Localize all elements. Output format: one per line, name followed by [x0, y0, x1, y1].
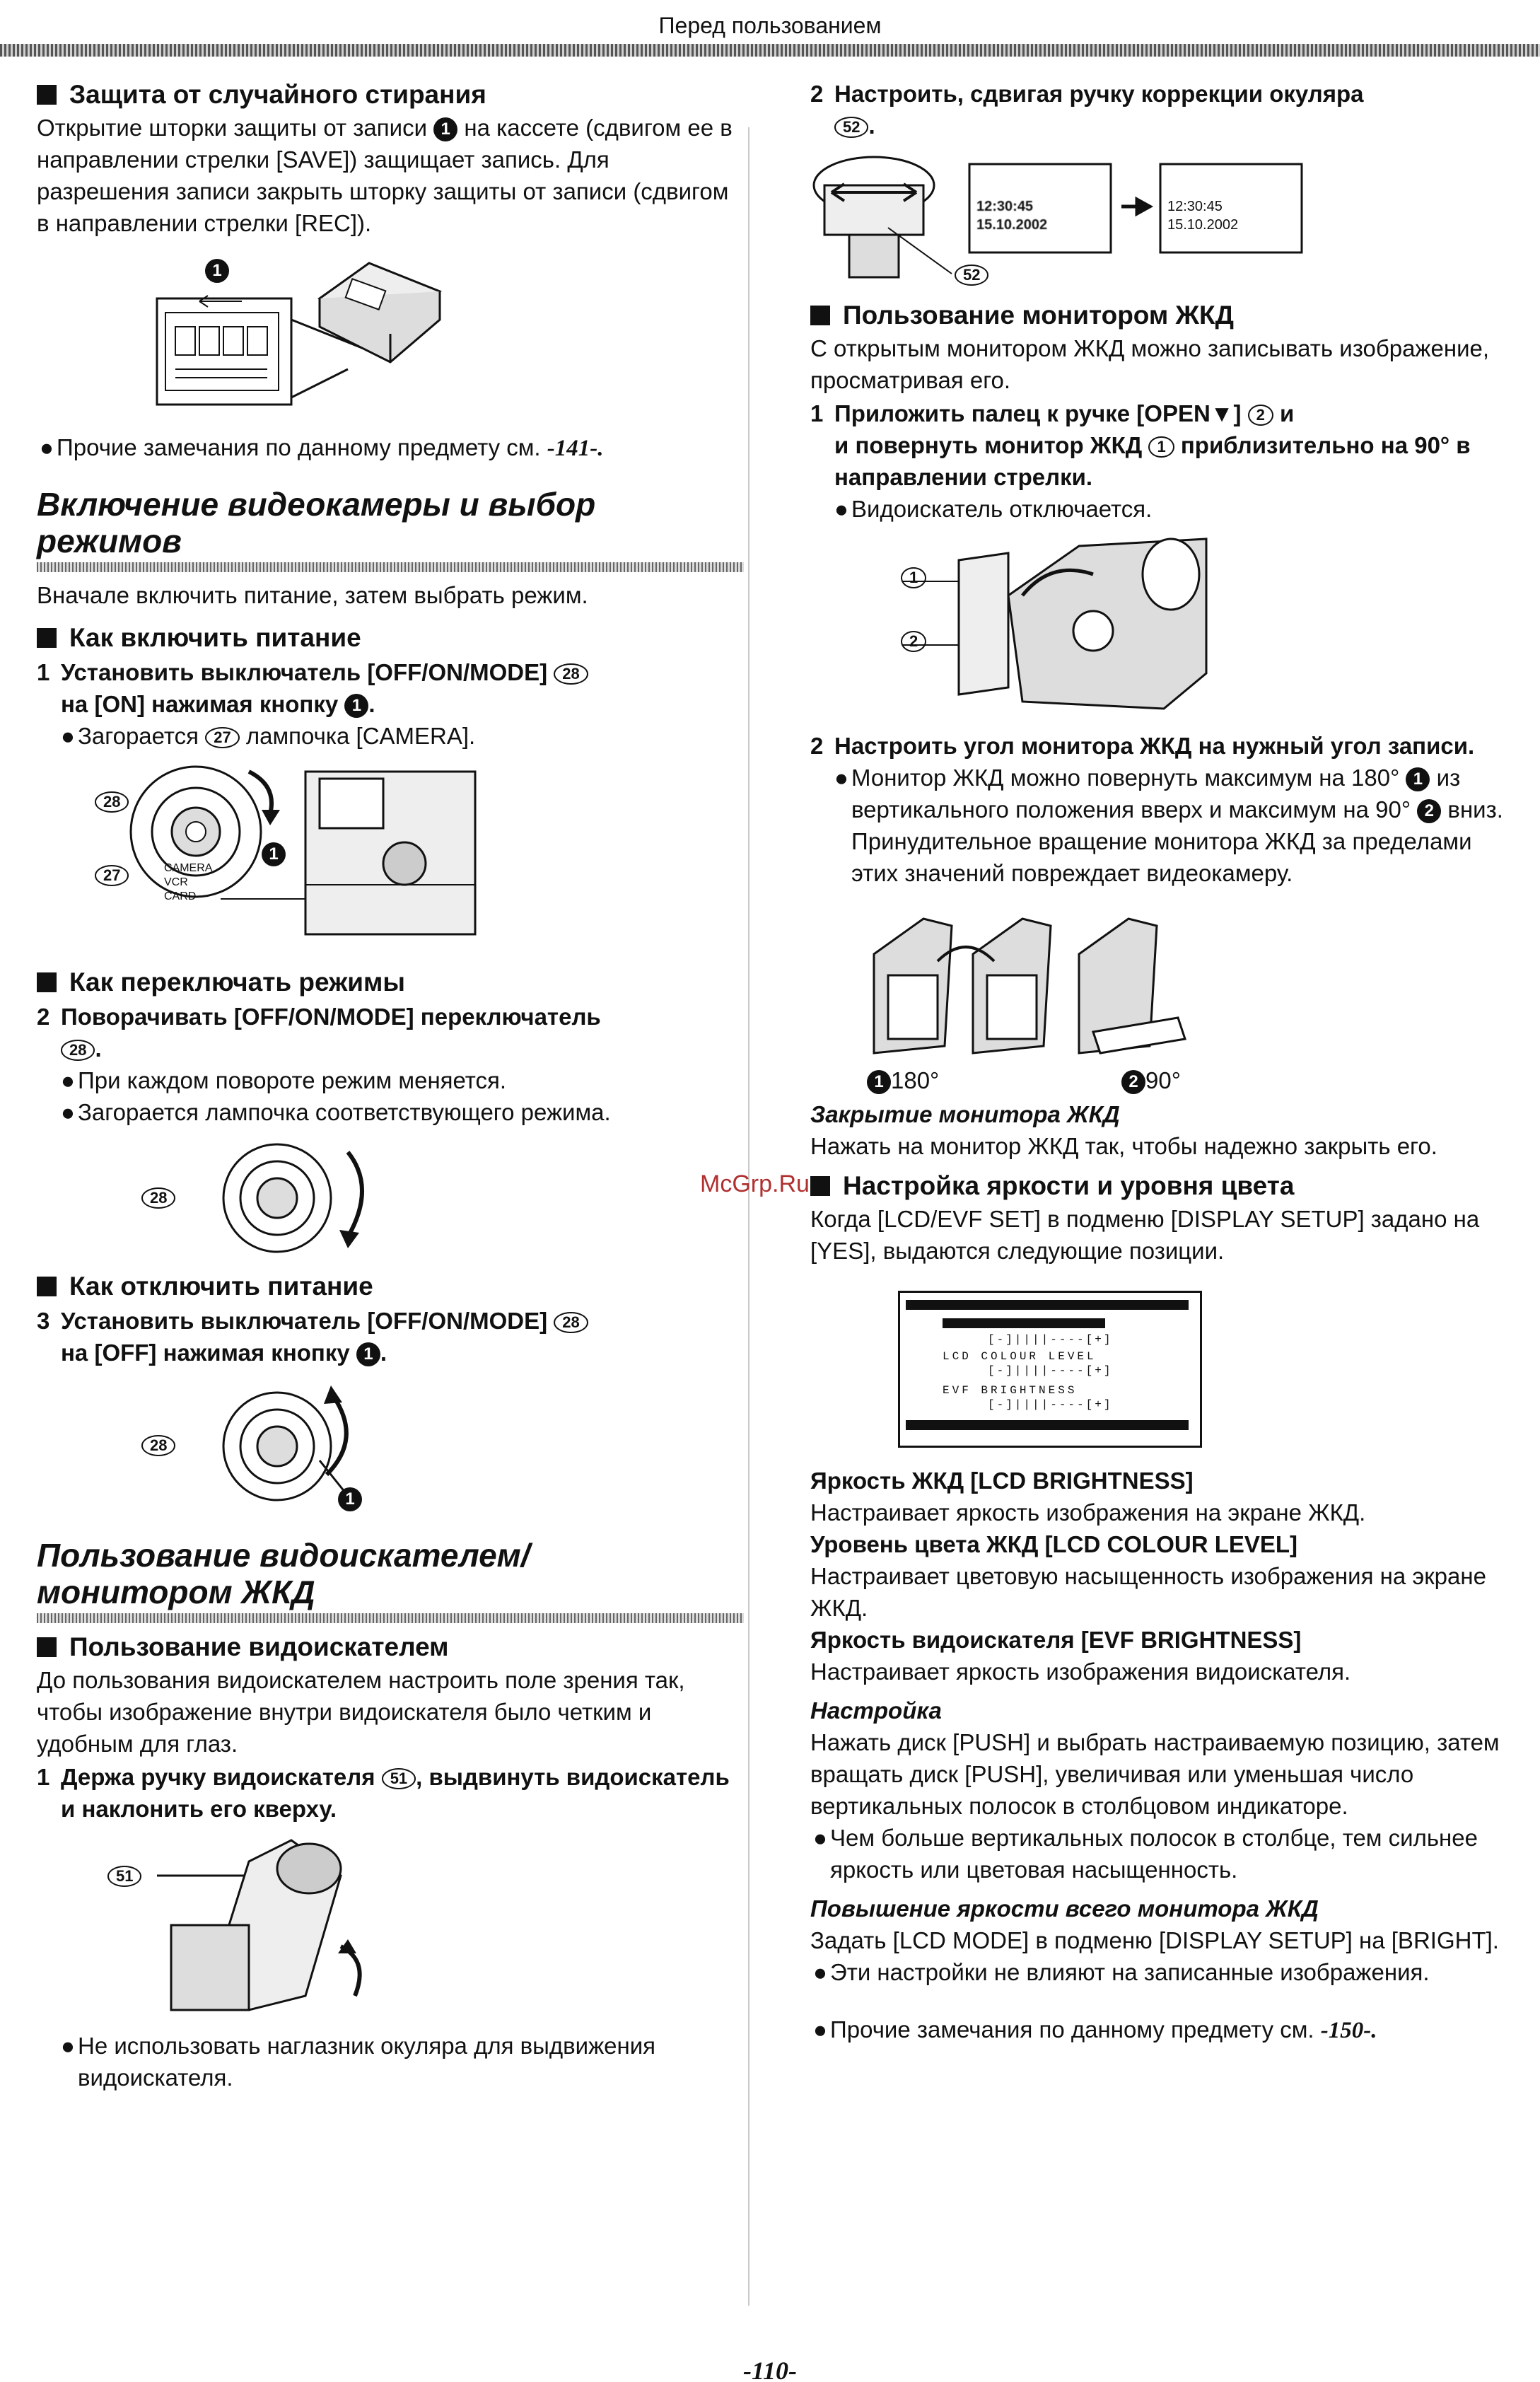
- right-column: [810, 76, 1503, 2047]
- section-heading-lcd: Пользование монитором ЖКД: [810, 298, 1503, 332]
- lcd-brightness-heading: Яркость ЖКД [LCD BRIGHTNESS]: [810, 1468, 1194, 1494]
- eyepiece-figure: [810, 150, 1503, 291]
- lcd-brightness-text: Настраивает яркость изображения на экране ЖКД.: [810, 1499, 1366, 1526]
- section-heading-power-on: Как включить питание: [37, 621, 744, 655]
- eyepiece-time-blurry: 12:30:45: [976, 199, 1034, 214]
- menu-bar-1: [906, 1300, 1189, 1310]
- callout-1-icon: 1: [867, 1070, 891, 1094]
- square-bullet-icon: [37, 628, 57, 648]
- angle-180-label: 1 180°: [867, 1064, 939, 1096]
- setup-heading: Настройка: [810, 1697, 942, 1724]
- lcd-close-heading: Закрытие монитора ЖКД: [810, 1101, 1120, 1127]
- step-1-power-on: 1 Установить выключатель [OFF/ON/MODE] 28 на [ON] нажимая кнопку 1 .: [37, 656, 744, 720]
- section-heading-viewfinder: Пользование видоискателем: [37, 1630, 744, 1664]
- lcd-angle-illustration: [810, 897, 1503, 1060]
- ref-2-icon: 2: [901, 631, 926, 652]
- step-2-eyepiece: 2 Настроить, сдвигая ручку коррекции окуляра 52 .: [810, 81, 1364, 139]
- square-bullet-icon: [810, 306, 830, 325]
- callout-1-icon: 1: [433, 117, 457, 141]
- eyepiece-illustration: [810, 150, 1503, 291]
- eyepiece-date-blurry: 15.10.2002: [976, 217, 1048, 233]
- ref-28-icon: 28: [61, 1040, 95, 1061]
- power-intro: Вначале включить питание, затем выбрать режим.: [37, 582, 588, 608]
- ref-28-icon: 28: [141, 1435, 175, 1456]
- lcd-angle-bullet: ● Монитор ЖКД можно повернуть максимум на 180° 1 из вертикального положения вверх и максимум на 90° 2 вниз. Принудительное вращение монитора ЖКД за пределами этих значений повреждает видеокамеру.: [834, 765, 1503, 886]
- step-2-lcd-angle: 2 Настроить угол монитора ЖКД на нужный угол записи.: [810, 733, 1475, 759]
- page-number: -110-: [743, 2357, 797, 2382]
- mode-dial-figure: [37, 1138, 744, 1258]
- lcd-intro: С открытым монитором ЖКД можно записывать изображение, просматривая его.: [810, 335, 1490, 393]
- section-heading-power-off: Как отключить питание: [37, 1270, 744, 1303]
- evf-brightness-text: Настраивает яркость изображения видоискателя.: [810, 1658, 1351, 1685]
- angle-90-label: 2 90°: [1121, 1064, 1181, 1096]
- step-3-power-off: 3 Установить выключатель [OFF/ON/MODE] 28 на [OFF] нажимая кнопку 1 .: [37, 1305, 744, 1369]
- power-section-title: Включение видеокамеры и выбор режимов: [37, 486, 596, 559]
- viewfinder-illustration: [37, 1833, 744, 2024]
- vcr-lamp-label: VCR: [164, 876, 188, 888]
- erase-text: Открытие шторки защиты от записи 1 на кассете (сдвигом ее в направлении стрелки [SAVE]) защищает запись. Для разрешения записи закрыть шторку защиты от записи (сдвигом в направлении стрелки [REC]).: [37, 115, 733, 236]
- menu-bar-2: [943, 1318, 1105, 1328]
- section-heading-erase: Защита от случайного стирания: [37, 78, 744, 112]
- callout-2-icon: 2: [1121, 1070, 1145, 1094]
- callout-1-icon: 1: [338, 1487, 362, 1511]
- ref-28-icon: 28: [141, 1187, 175, 1209]
- callout-1-icon: 1: [205, 259, 229, 283]
- callout-1-icon: 1: [356, 1342, 380, 1366]
- hatch-rule: [37, 1613, 744, 1623]
- lcd-colour-text: Настраивает цветовую насыщенность изображения на экране ЖКД.: [810, 1563, 1486, 1621]
- column-divider: [748, 127, 749, 2306]
- menu-bar-3: [906, 1420, 1189, 1430]
- callout-2-icon: 2: [1417, 799, 1441, 823]
- power-switch-illustration: [37, 757, 744, 948]
- ref-27-icon: 27: [95, 865, 129, 886]
- power-off-figure: [37, 1376, 744, 1517]
- eyepiece-time-sharp: 12:30:45: [1167, 199, 1223, 214]
- evf-brightness-heading: Яркость видоискателя [EVF BRIGHTNESS]: [810, 1627, 1302, 1653]
- setup-text: Нажать диск [PUSH] и выбрать настраиваемую позицию, затем вращать диск [PUSH], увеличивая или уменьшая число вертикальных полосок в столбцовом индикаторе.: [810, 1729, 1500, 1819]
- power-switch-figure: [37, 757, 744, 948]
- menu-level-bar: [-]||||----[+]: [988, 1398, 1113, 1411]
- callout-1-icon: 1: [262, 842, 286, 866]
- whole-monitor-bullet: ● Эти настройки не влияют на записанные изображения.: [813, 1959, 1430, 1985]
- mode-bullet-2: ● Загорается лампочка соответствующего режима.: [61, 1099, 611, 1125]
- ref-28-icon: 28: [554, 663, 588, 685]
- ref-51-icon: 51: [107, 1866, 141, 1887]
- whole-monitor-heading: Повышение яркости всего монитора ЖКД: [810, 1895, 1319, 1922]
- vf-note: ● Не использовать наглазник окуляра для выдвижения видоискателя.: [61, 2033, 656, 2091]
- vf-section-title: Пользование видоискателем/ монитором ЖКД: [37, 1537, 530, 1610]
- callout-1-icon: 1: [1406, 767, 1430, 791]
- page-header: Перед пользованием: [658, 13, 882, 38]
- left-column: [37, 78, 744, 2093]
- square-bullet-icon: [37, 1637, 57, 1657]
- brightness-intro: Когда [LCD/EVF SET] в подменю [DISPLAY SETUP] задано на [YES], выдаются следующие позиции.: [810, 1206, 1480, 1264]
- menu-screen: [898, 1291, 1202, 1448]
- lcd-bullet: ● Видоискатель отключается.: [834, 496, 1153, 522]
- step-2-modes: 2 Поворачивать [OFF/ON/MODE] переключатель 28 .: [37, 1004, 601, 1062]
- lcd-open-illustration: [810, 532, 1503, 723]
- square-bullet-icon: [37, 1277, 57, 1296]
- erase-note: ● Прочие замечания по данному предмету см. -141-.: [40, 434, 604, 461]
- menu-item-lcd-colour: LCD COLOUR LEVEL: [943, 1350, 1097, 1363]
- menu-item-evf-brightness: EVF BRIGHTNESS: [943, 1384, 1078, 1397]
- ref-52-icon: 52: [955, 265, 988, 286]
- square-bullet-icon: [37, 972, 57, 992]
- square-bullet-icon: [810, 1176, 830, 1196]
- header-rule: [0, 44, 1540, 57]
- whole-monitor-text: Задать [LCD MODE] в подменю [DISPLAY SETUP] на [BRIGHT].: [810, 1927, 1499, 1953]
- menu-level-bar: [-]||||----[+]: [988, 1364, 1113, 1377]
- hatch-rule: [37, 562, 744, 572]
- brightness-menu-figure: [810, 1274, 1503, 1458]
- power-on-bullet: ● Загорается 27 лампочка [CAMERA].: [61, 723, 476, 749]
- viewfinder-figure: [37, 1833, 744, 2024]
- square-bullet-icon: [37, 85, 57, 105]
- cassette-figure: [37, 256, 744, 419]
- lcd-close-text: Нажать на монитор ЖКД так, чтобы надежно закрыть его.: [810, 1133, 1437, 1159]
- step-1-viewfinder: 1 Держа ручку видоискателя 51 , выдвинуть видоискатель и наклонить его кверху.: [37, 1764, 730, 1822]
- card-lamp-label: CARD: [164, 890, 197, 902]
- section-heading-modes: Как переключать режимы: [37, 965, 744, 999]
- lcd-colour-heading: Уровень цвета ЖКД [LCD COLOUR LEVEL]: [810, 1531, 1298, 1557]
- ref-1-icon: 1: [901, 567, 926, 588]
- step-1-lcd: 1 Приложить палец к ручке [OPEN▼] 2 и и повернуть монитор ЖКД 1 приблизительно на 90° в направлении стрелки.: [810, 400, 1471, 490]
- setup-bullet: ● Чем больше вертикальных полосок в столбце, тем сильнее яркость или цветовая насыщенность.: [813, 1825, 1478, 1883]
- cassette-illustration: [37, 256, 744, 419]
- brightness-note: ● Прочие замечания по данному предмету см. -150-.: [813, 2016, 1377, 2043]
- ref-2-icon: 2: [1248, 405, 1273, 426]
- camera-lamp-label: CAMERA: [164, 862, 213, 874]
- lcd-angle-figure: [810, 897, 1503, 1096]
- lcd-open-figure: [810, 532, 1503, 723]
- mode-bullet-1: ● При каждом повороте режим меняется.: [61, 1067, 507, 1093]
- menu-level-bar: [-]||||----[+]: [988, 1333, 1113, 1346]
- vf-intro: До пользования видоискателем настроить поле зрения так, чтобы изображение внутри видоискателя было четким и удобным для глаз.: [37, 1667, 685, 1757]
- eyepiece-date-sharp: 15.10.2002: [1167, 217, 1239, 233]
- callout-1-icon: 1: [344, 694, 368, 718]
- ref-28-icon: 28: [554, 1312, 588, 1333]
- ref-27-icon: 27: [205, 727, 239, 748]
- ref-1-icon: 1: [1148, 436, 1174, 458]
- section-heading-brightness: Настройка яркости и уровня цвета: [810, 1169, 1503, 1203]
- watermark: McGrp.Ru: [700, 1170, 810, 1197]
- ref-52-icon: 52: [834, 117, 868, 138]
- ref-51-icon: 51: [382, 1768, 416, 1789]
- ref-28-icon: 28: [95, 791, 129, 813]
